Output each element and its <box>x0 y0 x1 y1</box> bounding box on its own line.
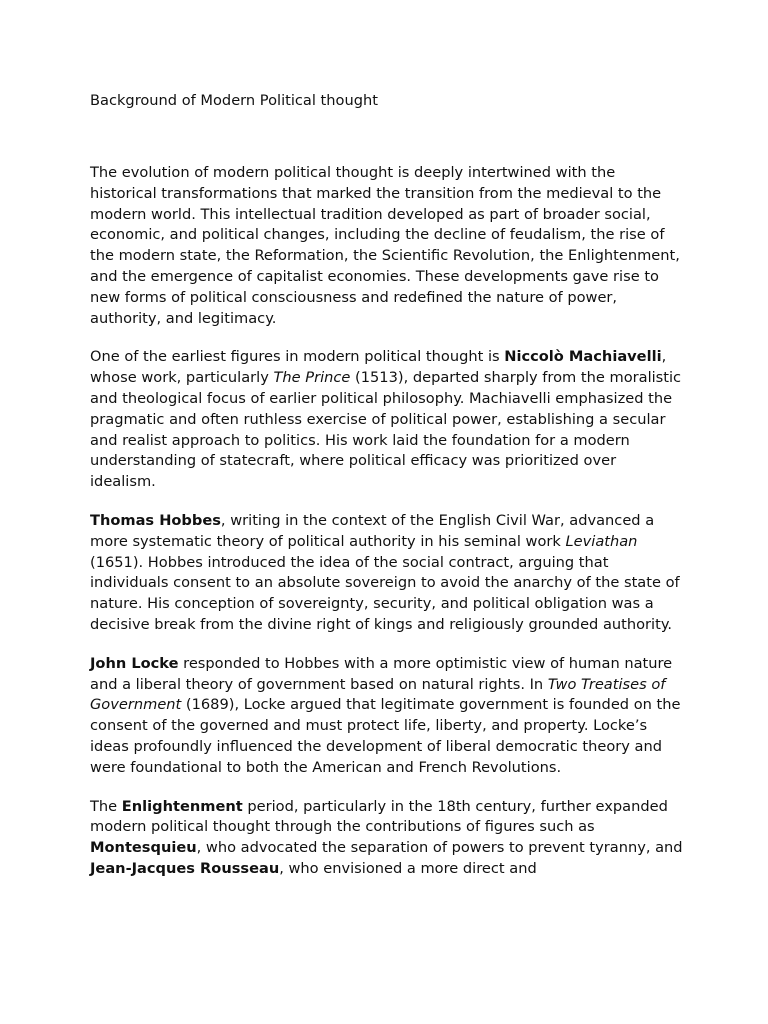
text-run: , writing in the context of the English Civil War, advanced a more systematic theory of political authority in his seminal work <box>90 511 655 550</box>
work-title-leviathan: Leviathan <box>565 532 638 550</box>
work-title-the-prince: The Prince <box>273 369 351 387</box>
name-montesquieu: Montesquieu <box>90 839 197 857</box>
paragraph-hobbes <box>90 511 686 636</box>
work-title-two-treatises: Two Treatises of Government <box>90 675 666 714</box>
name-rousseau: Jean-Jacques Rousseau <box>90 859 280 877</box>
name-locke: John Locke <box>90 654 179 672</box>
name-hobbes: Thomas Hobbes <box>90 511 221 529</box>
paragraph-intro <box>90 163 686 329</box>
text-run: period, particularly in the 18th century, further expanded modern political thought through the contributions of figures such as <box>90 797 668 836</box>
text-run: The evolution of modern political thought is deeply intertwined with the historical transformations that marked the transition from the medieval to the modern world. This intellectual tradition developed as part of broader social, economic, and political changes, including the decline of feudalism, the rise of the modern state, the Reformation, the Scientific Revolution, the Enlightenment, and the emergence of capitalist economies. These developments gave rise to new forms of political consciousness and redefined the nature of power, authority, and legitimacy. <box>90 164 680 327</box>
text-run: The <box>90 797 122 815</box>
text-run: (1689), Locke argued that legitimate government is founded on the consent of the governed and must protect life, liberty, and property. Locke’s ideas profoundly influenced the development of liberal democratic theory and were foundational to both the American and French Revolutions. <box>90 696 681 776</box>
text-run: , who advocated the separation of powers to prevent tyranny, and <box>196 839 683 857</box>
term-enlightenment: Enlightenment <box>121 797 243 815</box>
name-machiavelli: Niccolò Machiavelli <box>504 348 662 366</box>
paragraph-locke <box>90 654 686 779</box>
document-page <box>90 90 686 898</box>
text-run: (1513), departed sharply from the moralistic and theological focus of earlier political philosophy. Machiavelli emphasized the pragmatic and often ruthless exercise of political power, establishing a secular and realist approach to politics. His work laid the foundation for a modern understanding of statecraft, where political efficacy was prioritized over idealism. <box>90 369 682 491</box>
text-run: (1651). Hobbes introduced the idea of the social contract, arguing that individuals consent to an absolute sovereign to avoid the anarchy of the state of nature. His conception of sovereignty, security, and political obligation was a decisive break from the divine right of kings and religiously grounded authority. <box>90 553 680 633</box>
paragraph-machiavelli <box>90 347 686 493</box>
text-run: , who envisioned a more direct and <box>279 859 537 877</box>
text-run: responded to Hobbes with a more optimistic view of human nature and a liberal theory of government based on natural rights. In <box>90 654 673 693</box>
paragraph-enlightenment <box>90 797 686 880</box>
text-run: One of the earliest figures in modern political thought is <box>90 348 505 366</box>
document-title: Background of Modern Political thought <box>90 92 378 109</box>
text-run: , whose work, particularly <box>90 348 667 387</box>
